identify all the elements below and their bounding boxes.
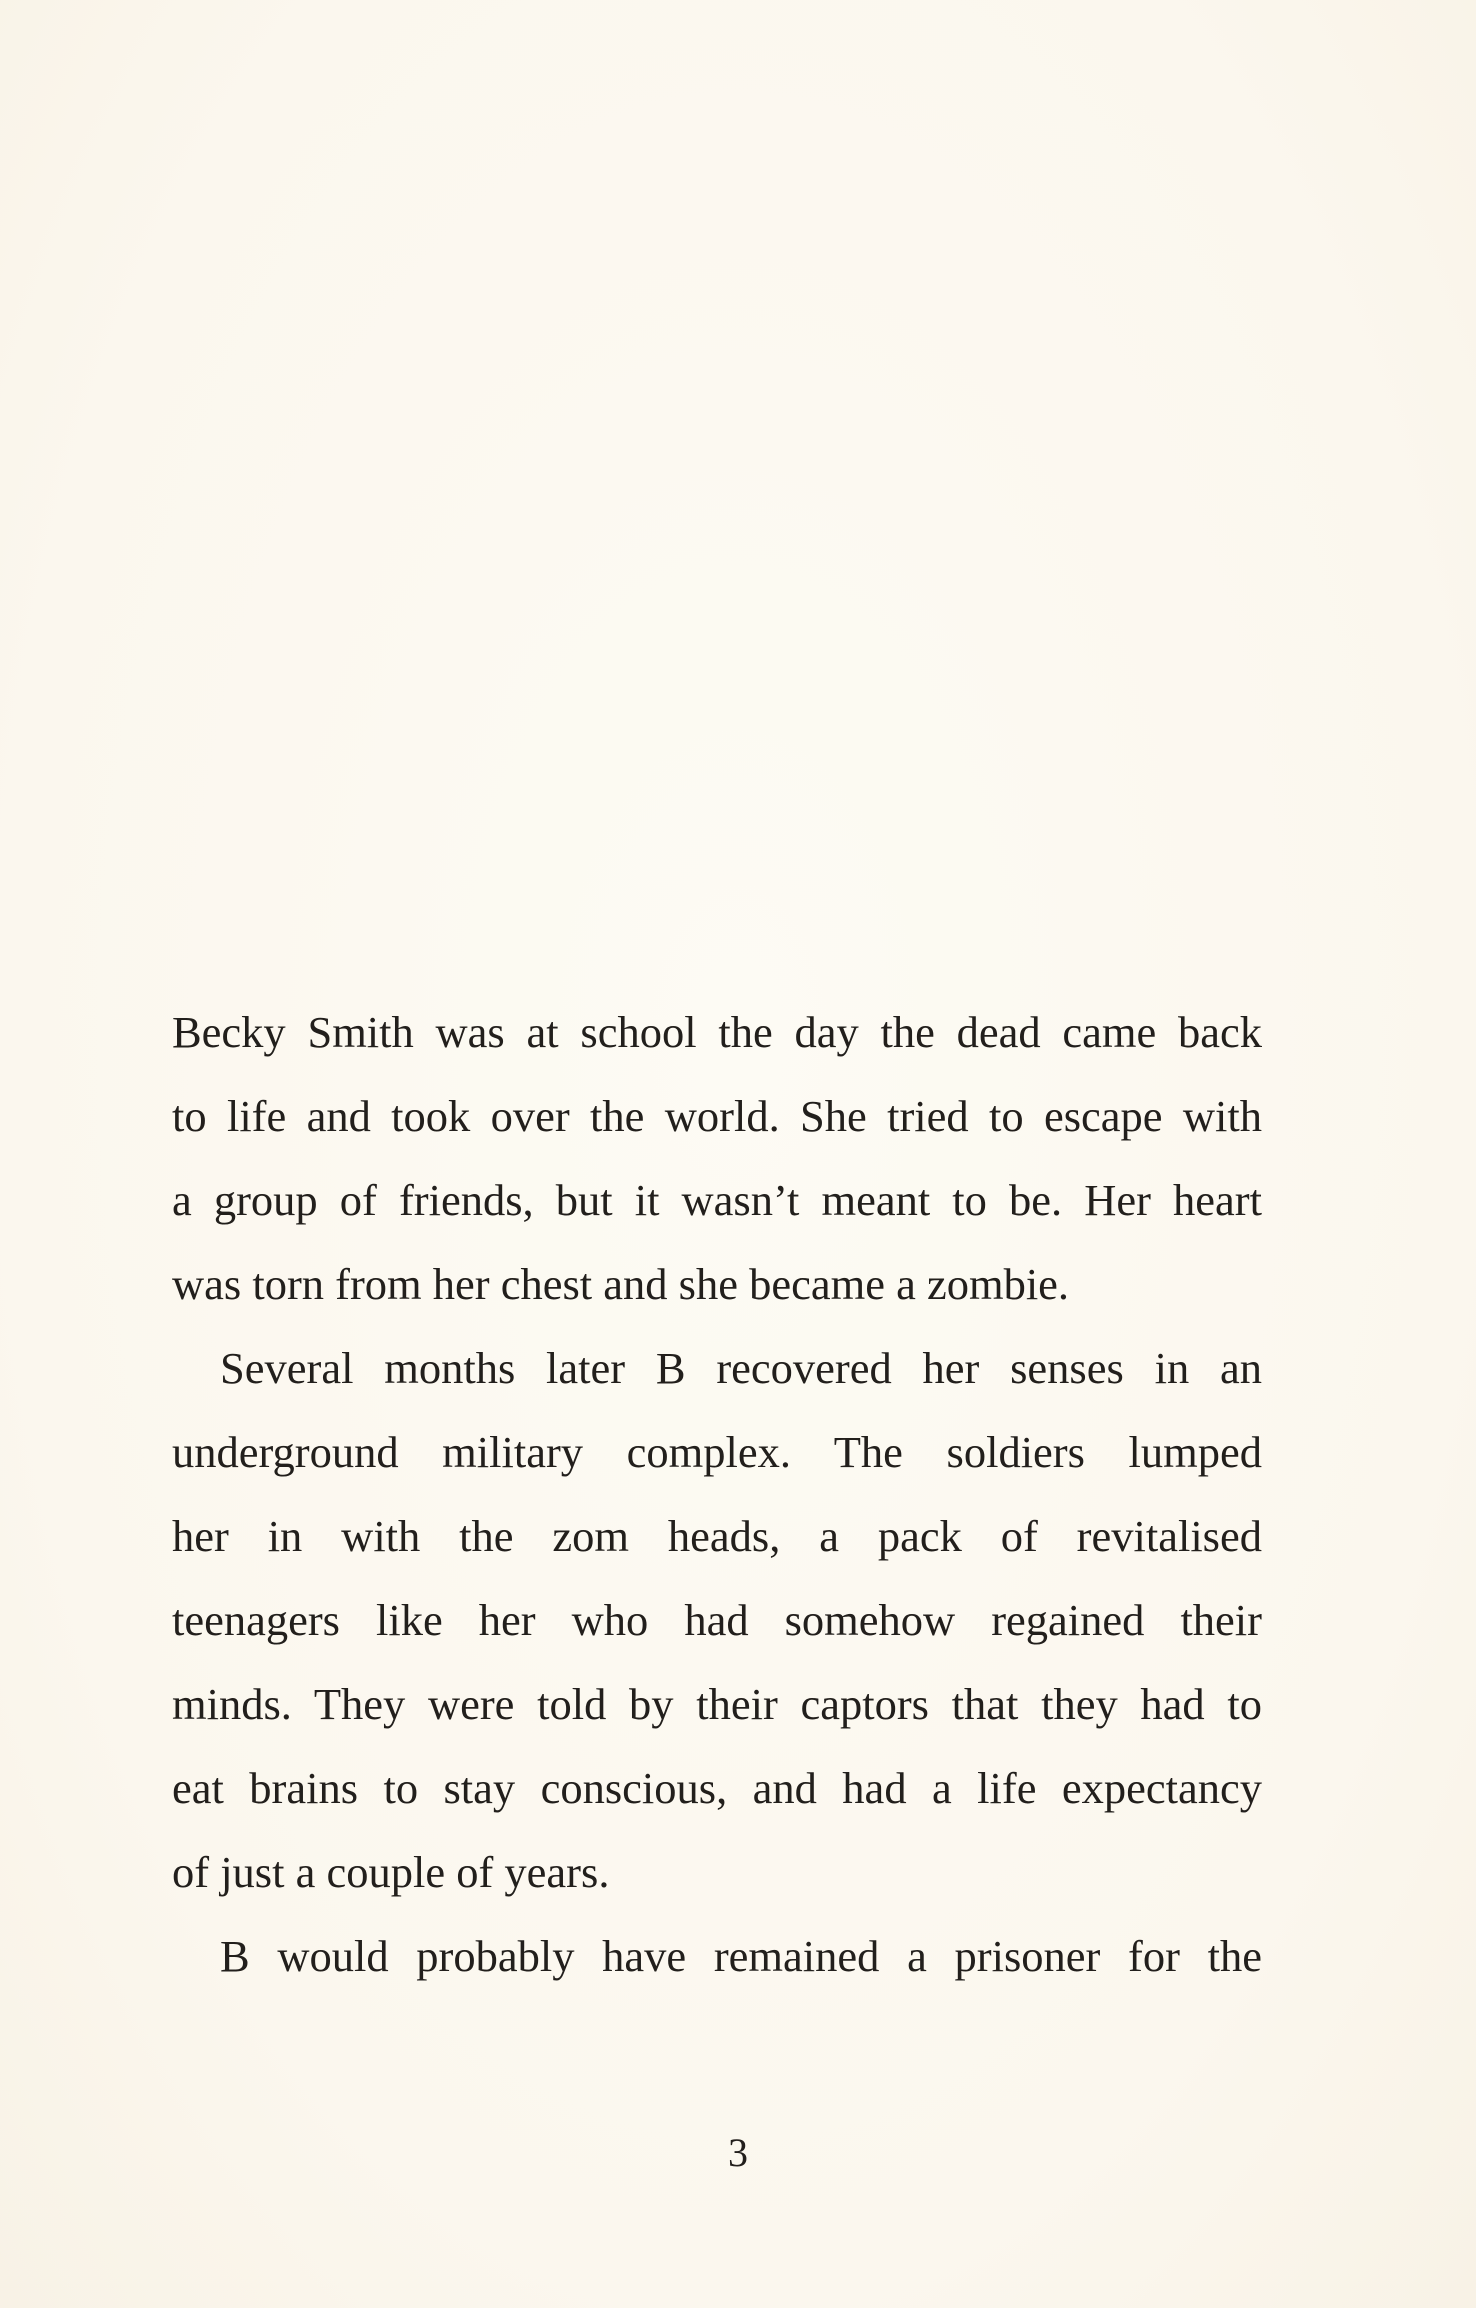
body-text	[172, 990, 1262, 1998]
text-line: Several months later B recovered her senses in an	[220, 1343, 1262, 1393]
paragraph-1	[172, 990, 1262, 1326]
text-line: eat brains to stay conscious, and had a life expectancy	[172, 1763, 1262, 1813]
text-line: minds. They were told by their captors that they had to	[172, 1679, 1262, 1729]
text-line: a group of friends, but it wasn’t meant to be. Her heart	[172, 1175, 1262, 1225]
text-line: B would probably have remained a prisoner for the	[220, 1931, 1262, 1981]
text-line: was torn from her chest and she became a zombie.	[172, 1259, 1070, 1309]
page-number: 3	[728, 2130, 748, 2175]
paragraph-3	[172, 1914, 1262, 1998]
text-line: to life and took over the world. She tried to escape with	[172, 1091, 1262, 1141]
text-line: teenagers like her who had somehow regained their	[172, 1595, 1262, 1645]
text-line: Becky Smith was at school the day the dead came back	[172, 1007, 1262, 1057]
paragraph-2	[172, 1326, 1262, 1914]
text-line: of just a couple of years.	[172, 1847, 610, 1897]
text-line: her in with the zom heads, a pack of revitalised	[172, 1511, 1262, 1561]
text-line: underground military complex. The soldiers lumped	[172, 1427, 1262, 1477]
